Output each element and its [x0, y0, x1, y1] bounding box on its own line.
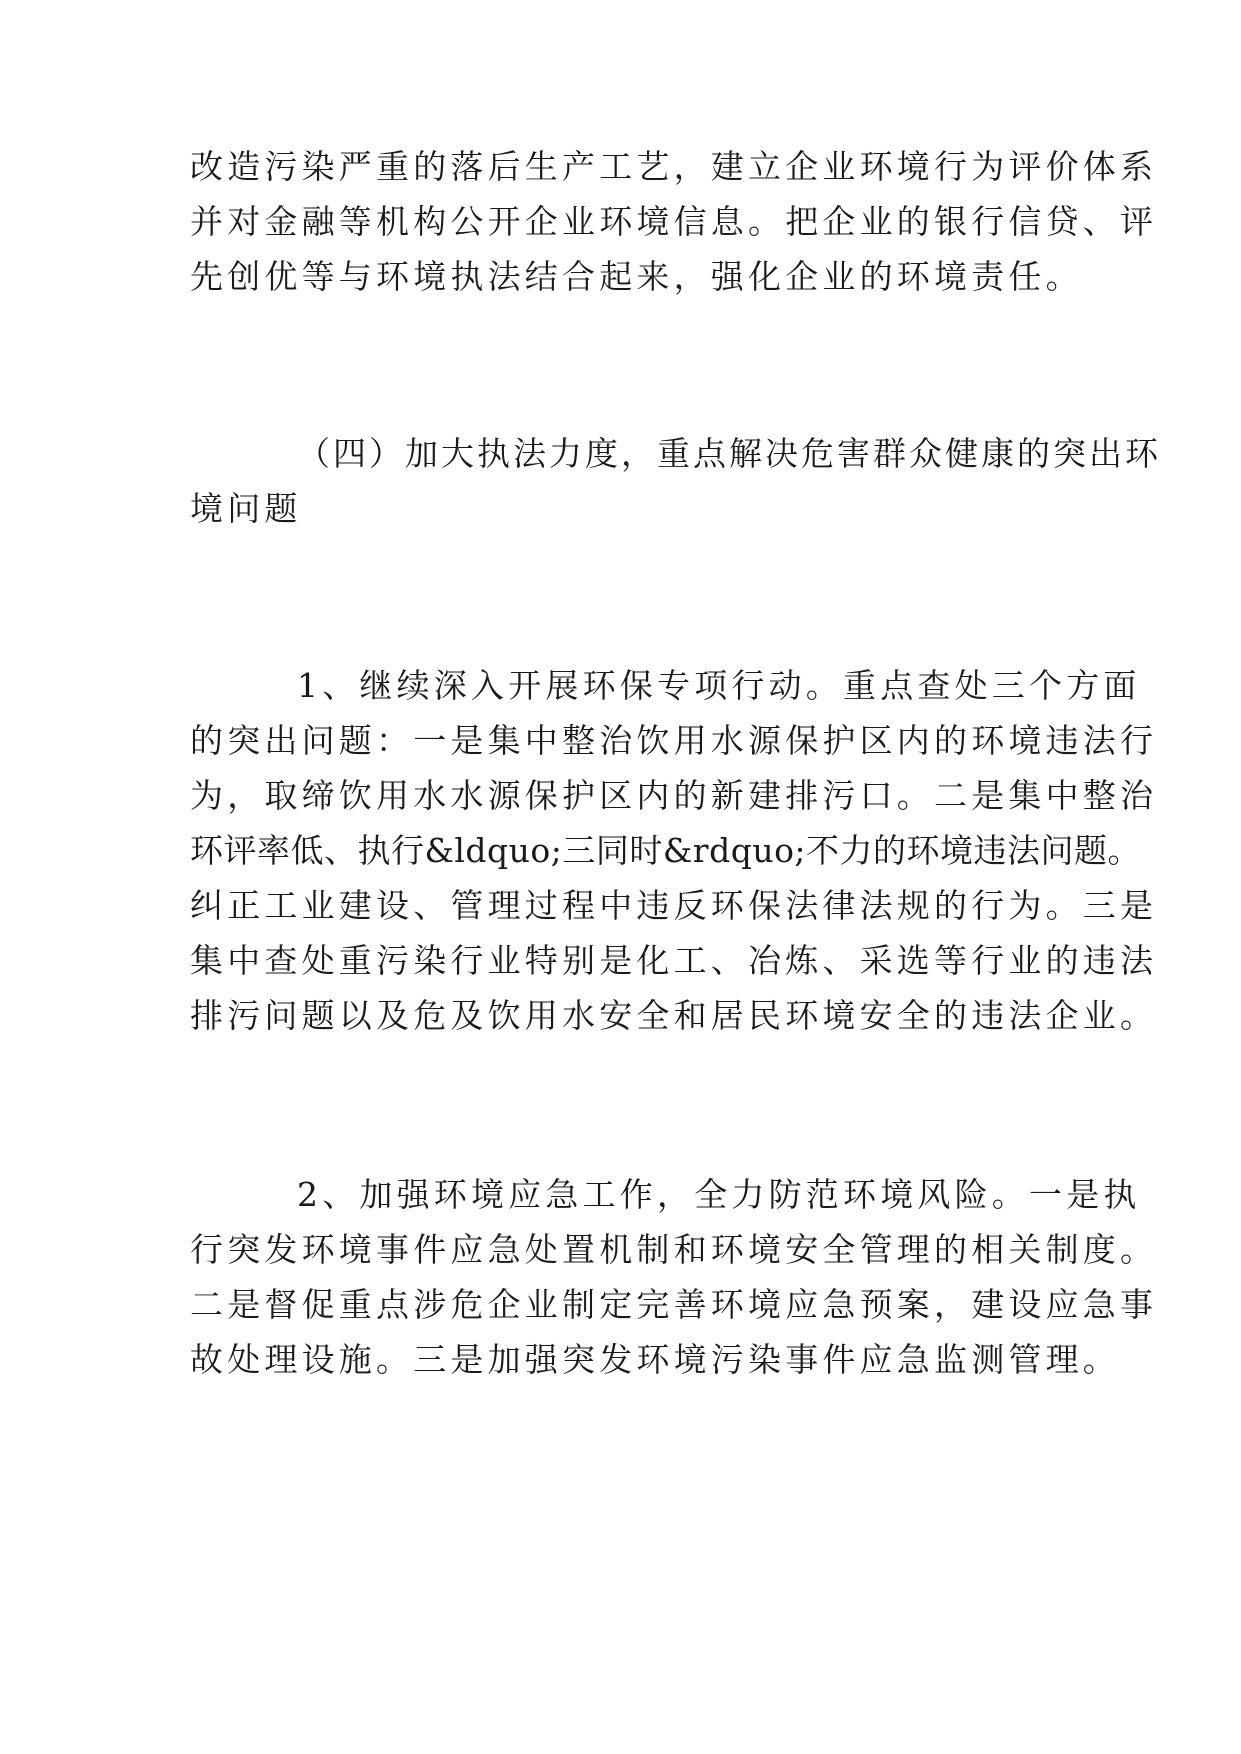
text-line: 2、加强环境应急工作，全力防范环境风险。一是执 — [297, 1175, 1141, 1214]
text-line: 二是督促重点涉危企业制定完善环境应急预案，建设应急事 — [190, 1285, 1158, 1324]
text-line: 集中查处重污染行业特别是化工、冶炼、采选等行业的违法 — [190, 941, 1158, 980]
text-line: 并对金融等机构公开企业环境信息。把企业的银行信贷、评 — [190, 202, 1158, 241]
text-line: 纠正工业建设、管理过程中违反环保法律法规的行为。三是 — [190, 886, 1158, 925]
text-line: 改造污染严重的落后生产工艺，建立企业环境行为评价体系 — [190, 147, 1158, 186]
text-line: 先创优等与环境执法结合起来，强化企业的环境责任。 — [190, 257, 1083, 296]
text-line: 为，取缔饮用水水源保护区内的新建排污口。二是集中整治 — [190, 776, 1158, 815]
text-line: 的突出问题：一是集中整治饮用水源保护区内的环境违法行 — [190, 721, 1158, 760]
text-line: 故处理设施。三是加强突发环境污染事件应急监测管理。 — [190, 1340, 1120, 1379]
heading-line: 境问题 — [190, 489, 302, 528]
text-line: 环评率低、执行&ldquo;三同时&rdquo;不力的环境违法问题。 — [190, 831, 1142, 870]
text-line: 行突发环境事件应急处置机制和环境安全管理的相关制度。 — [190, 1230, 1158, 1269]
text-line: 1、继续深入开展环保专项行动。重点查处三个方面 — [297, 666, 1141, 705]
heading-line: （四）加大执法力度，重点解决危害群众健康的突出环 — [297, 434, 1161, 473]
text-line: 排污问题以及危及饮用水安全和居民环境安全的违法企业。 — [190, 996, 1158, 1035]
